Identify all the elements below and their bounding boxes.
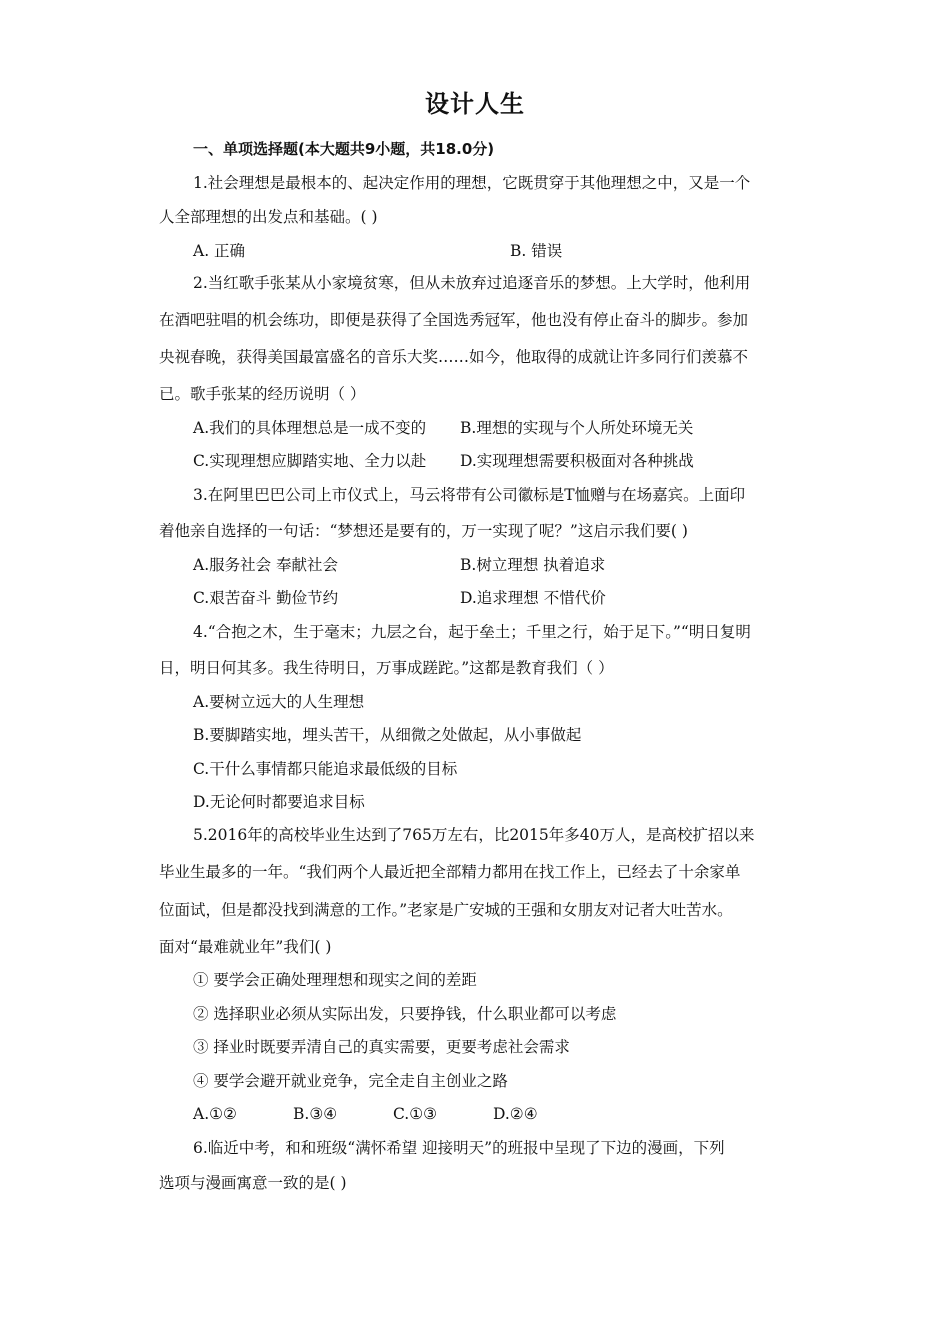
q2-option-c: C.实现理想应脚踏实地、全力以赴 bbox=[193, 452, 427, 470]
q3-option-a: A.服务社会 奉献社会 bbox=[193, 556, 339, 574]
q3-stem-line-2: 着他亲自选择的一句话：“梦想还是要有的，万一实现了呢？”这启示我们要( ) bbox=[159, 522, 688, 540]
q4-option-b: B.要脚踏实地，埋头苦干，从细微之处做起，从小事做起 bbox=[193, 726, 582, 744]
section-heading: 一、单项选择题(本大题共9小题，共18.0分) bbox=[193, 140, 495, 158]
q5-option-b: B.③④ bbox=[293, 1105, 338, 1123]
q1-stem-line-1: 1.社会理想是最根本的、起决定作用的理想，它既贯穿于其他理想之中，又是一个 bbox=[193, 174, 751, 192]
q4-option-a: A.要树立远大的人生理想 bbox=[193, 693, 365, 711]
q5-stem-line-2: 毕业生最多的一年。“我们两个人最近把全部精力都用在找工作上，已经去了十余家单 bbox=[159, 863, 741, 881]
q2-stem-line-1: 2.当红歌手张某从小家境贫寒，但从未放弃过追逐音乐的梦想。上大学时，他利用 bbox=[193, 274, 751, 292]
q4-option-c: C.干什么事情都只能追求最低级的目标 bbox=[193, 760, 458, 778]
q3-option-b: B.树立理想 执着追求 bbox=[460, 556, 606, 574]
q3-stem-line-1: 3.在阿里巴巴公司上市仪式上，马云将带有公司徽标是T恤赠与在场嘉宾。上面印 bbox=[193, 486, 746, 504]
q2-option-a: A.我们的具体理想总是一成不变的 bbox=[193, 419, 427, 437]
q1-stem-line-2: 人全部理想的出发点和基础。( ) bbox=[159, 208, 378, 226]
page-title: 设计人生 bbox=[425, 90, 525, 118]
q5-option-a: A.①② bbox=[193, 1105, 237, 1123]
q5-option-d: D.②④ bbox=[493, 1105, 538, 1123]
q3-option-c: C.艰苦奋斗 勤俭节约 bbox=[193, 589, 339, 607]
q5-item-1: ① 要学会正确处理理想和现实之间的差距 bbox=[193, 971, 477, 989]
q2-option-b: B.理想的实现与个人所处环境无关 bbox=[460, 419, 694, 437]
q5-item-4: ④ 要学会避开就业竞争，完全走自主创业之路 bbox=[193, 1072, 508, 1090]
q3-option-d: D.追求理想 不惜代价 bbox=[460, 589, 606, 607]
q5-option-c: C.①③ bbox=[393, 1105, 438, 1123]
q4-stem-line-2: 日，明日何其多。我生待明日，万事成蹉跎。”这都是教育我们（ ） bbox=[159, 659, 614, 677]
q2-stem-line-4: 已。歌手张某的经历说明（ ） bbox=[159, 385, 366, 403]
q1-option-a: A. 正确 bbox=[193, 242, 246, 260]
q5-stem-line-3: 位面试，但是都没找到满意的工作。”老家是广安城的王强和女朋友对记者大吐苦水。 bbox=[159, 901, 733, 919]
q6-stem-line-2: 选项与漫画寓意一致的是( ) bbox=[159, 1174, 347, 1192]
q5-item-3: ③ 择业时既要弄清自己的真实需要，更要考虑社会需求 bbox=[193, 1038, 570, 1056]
q5-stem-line-1: 5.2016年的高校毕业生达到了765万左右，比2015年多40万人，是高校扩招以来 bbox=[193, 826, 755, 844]
q6-stem-line-1: 6.临近中考，和和班级“满怀希望 迎接明天”的班报中呈现了下边的漫画，下列 bbox=[193, 1139, 725, 1157]
q4-option-d: D.无论何时都要追求目标 bbox=[193, 793, 365, 811]
q5-item-2: ② 选择职业必须从实际出发，只要挣钱，什么职业都可以考虑 bbox=[193, 1005, 617, 1023]
q2-stem-line-3: 央视春晚，获得美国最富盛名的音乐大奖……如今，他取得的成就让许多同行们羡慕不 bbox=[159, 348, 749, 366]
q2-stem-line-2: 在酒吧驻唱的机会练功，即便是获得了全国选秀冠军，他也没有停止奋斗的脚步。参加 bbox=[159, 311, 749, 329]
q2-option-d: D.实现理想需要积极面对各种挑战 bbox=[460, 452, 694, 470]
q1-option-b: B. 错误 bbox=[510, 242, 563, 260]
q4-stem-line-1: 4.“合抱之木，生于毫末；九层之台，起于垒土；千里之行，始于足下。”“明日复明 bbox=[193, 623, 751, 641]
q5-stem-line-4: 面对“最难就业年”我们( ) bbox=[159, 938, 332, 956]
